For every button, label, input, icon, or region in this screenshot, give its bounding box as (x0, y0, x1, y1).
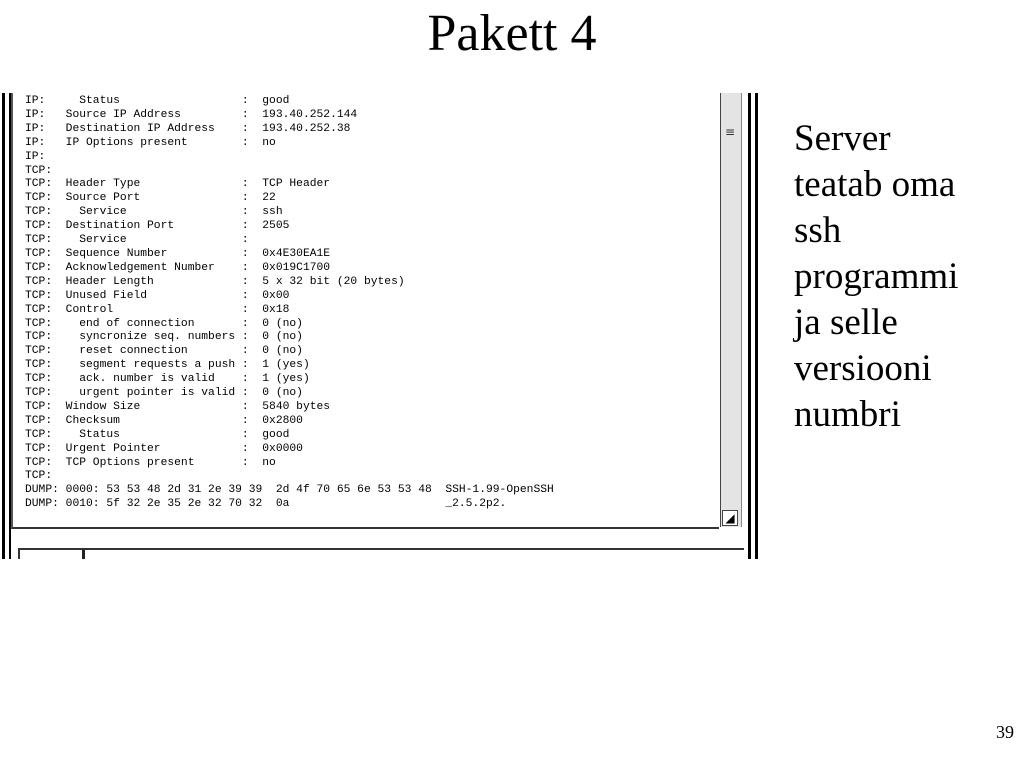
capture-line: TCP: urgent pointer is valid : 0 (no) (25, 387, 303, 400)
capture-line: TCP: end of connection : 0 (no) (25, 317, 303, 330)
capture-line: TCP: Window Size : 5840 bytes (25, 400, 331, 413)
packet-capture-window (2, 93, 762, 559)
capture-line: TCP: Service : (25, 234, 249, 247)
slide-notes (794, 116, 1019, 438)
status-field (20, 550, 85, 559)
capture-line: TCP: Unused Field : 0x00 (25, 289, 290, 302)
capture-line: TCP: Destination Port : 2505 (25, 220, 290, 233)
capture-line: TCP: Sequence Number : 0x4E30EA1E (25, 247, 331, 260)
notes-line: ssh (794, 210, 842, 251)
capture-line: TCP: syncronize seq. numbers : 0 (no) (25, 331, 303, 344)
packet-decode-text-area[interactable] (11, 93, 719, 529)
slide-title: Pakett 4 (427, 5, 597, 62)
capture-line: DUMP: 0010: 5f 32 2e 35 2e 32 70 32 0a _2.5.2p2. (25, 498, 507, 511)
grip-lines-icon[interactable]: ≡ (724, 125, 736, 139)
notes-line: programmi (794, 256, 959, 297)
capture-line: TCP: segment requests a push : 1 (yes) (25, 359, 310, 372)
capture-line: TCP: Checksum : 0x2800 (25, 414, 303, 427)
capture-line: TCP: (25, 164, 53, 177)
notes-line: numbri (794, 394, 901, 435)
resize-grip-icon[interactable]: ◢ (722, 510, 738, 526)
capture-line: IP: Source IP Address : 193.40.252.144 (25, 108, 358, 121)
capture-line: TCP: Urgent Pointer : 0x0000 (25, 442, 303, 455)
window-border-right (748, 93, 751, 559)
capture-line: TCP: Service : ssh (25, 206, 283, 219)
vertical-scrollbar[interactable] (720, 93, 742, 527)
capture-line: TCP: Acknowledgement Number : 0x019C1700 (25, 261, 331, 274)
capture-line: TCP: Control : 0x18 (25, 303, 290, 316)
packet-decode-listing (13, 93, 719, 512)
capture-line: TCP: Header Length : 5 x 32 bit (20 bytes) (25, 275, 405, 288)
capture-line: IP: Status : good (25, 95, 290, 107)
capture-line: DUMP: 0000: 53 53 48 2d 31 2e 39 39 2d 4f 70 65 6e 53 53 48 SSH-1.99-OpenSSH (25, 484, 554, 497)
capture-line: TCP: (25, 470, 53, 483)
capture-line: TCP: Status : good (25, 428, 290, 441)
capture-line: IP: IP Options present : no (25, 136, 276, 149)
page-number: 39 (996, 722, 1014, 742)
status-bar (18, 548, 744, 559)
capture-line: IP: (25, 150, 46, 163)
capture-line: TCP: ack. number is valid : 1 (yes) (25, 373, 310, 386)
notes-line: Server (794, 118, 891, 159)
capture-line: TCP: TCP Options present : no (25, 456, 276, 469)
capture-line: TCP: Header Type : TCP Header (25, 178, 331, 191)
notes-line: versiooni (794, 348, 932, 389)
capture-line: TCP: reset connection : 0 (no) (25, 345, 303, 358)
window-border-left (2, 93, 5, 559)
notes-line: teatab oma (794, 164, 956, 205)
capture-line: TCP: Source Port : 22 (25, 192, 276, 205)
window-border-right-outer (755, 93, 758, 559)
notes-line: ja selle (794, 302, 898, 343)
capture-line: IP: Destination IP Address : 193.40.252.38 (25, 122, 351, 135)
